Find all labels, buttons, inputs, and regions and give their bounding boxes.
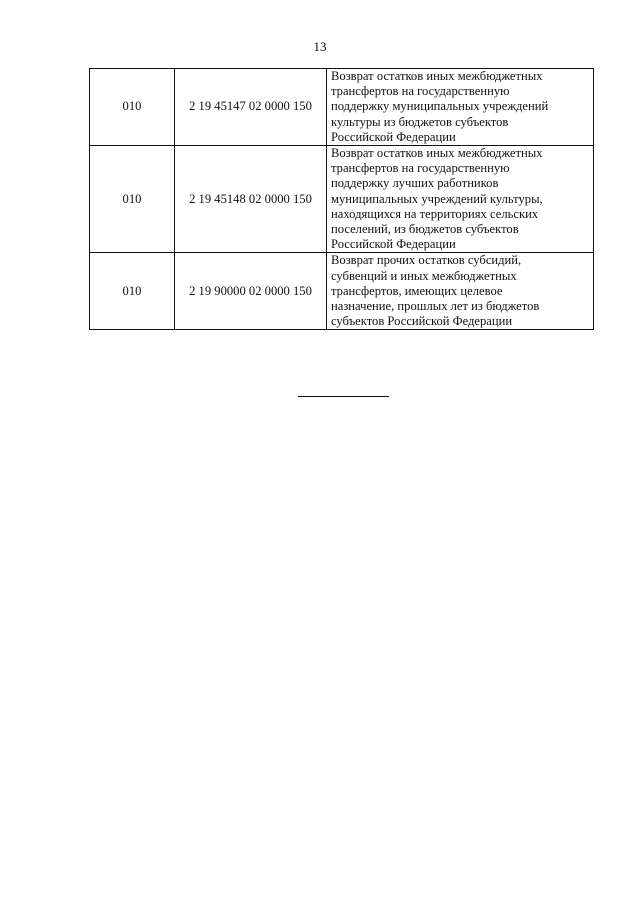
page-number: 13 — [313, 39, 327, 54]
income-name-line: назначение, прошлых лет из бюджетов — [331, 299, 540, 314]
income-name-line: Возврат прочих остатков субсидий, — [331, 253, 522, 268]
budget-code-cell: 2 19 45148 02 0000 150 — [175, 146, 327, 253]
income-name-line: Возврат остатков иных межбюджетных — [331, 69, 543, 83]
admin-code-cell: 010 — [90, 253, 175, 330]
admin-code-cell: 010 — [90, 69, 175, 146]
budget-code-cell: 2 19 45147 02 0000 150 — [175, 69, 327, 146]
income-name-line: трансфертов, имеющих целевое — [331, 283, 503, 298]
table-row — [90, 146, 594, 253]
table-row — [90, 69, 594, 146]
income-name-line: субъектов Российской Федерации — [331, 314, 513, 329]
income-name-line: культуры из бюджетов субъектов — [331, 114, 509, 129]
admin-code-cell: 010 — [90, 146, 175, 253]
income-name-cell — [327, 69, 594, 146]
income-name-cell — [327, 146, 594, 253]
table-row — [90, 253, 594, 330]
income-name-line: Российской Федерации — [331, 129, 456, 144]
income-name-line: трансфертов на государственную — [331, 84, 510, 99]
income-name-line: находящихся на территориях сельских — [331, 206, 539, 221]
income-name-line: поселений, из бюджетов субъектов — [331, 222, 519, 237]
income-name-line: поддержку лучших работников — [331, 176, 499, 191]
income-name-line: Возврат остатков иных межбюджетных — [331, 146, 543, 161]
income-name-cell — [327, 253, 594, 330]
income-name-line: поддержку муниципальных учреждений — [331, 99, 549, 114]
income-name-line: муниципальных учреждений культуры, — [331, 191, 543, 206]
budget-codes-table — [89, 68, 594, 330]
income-name-line: Российской Федерации — [331, 237, 456, 252]
end-of-document-rule — [298, 396, 389, 397]
budget-code-cell: 2 19 90000 02 0000 150 — [175, 253, 327, 330]
income-name-line: трансфертов на государственную — [331, 161, 510, 176]
income-name-line: субвенций и иных межбюджетных — [331, 268, 517, 283]
